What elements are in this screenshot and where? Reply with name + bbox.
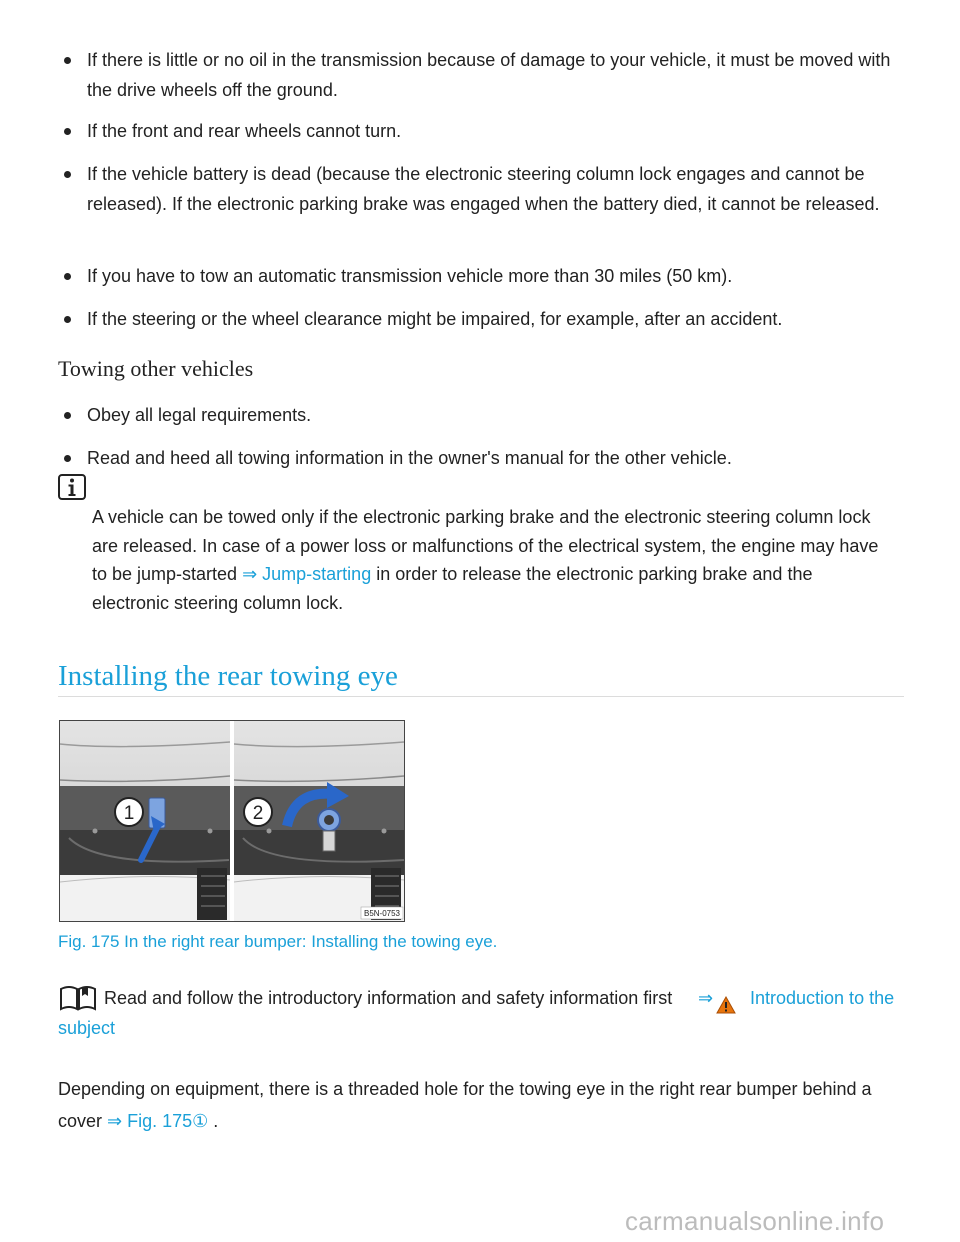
list-item: If there is little or no oil in the transmission because of damage to your vehicle, it must be moved with the drive wheels off the ground.: [87, 45, 907, 105]
paragraph-text: Depending on equipment, there is a threaded hole for the towing eye in the right rear bumper behind a cover: [58, 1079, 872, 1131]
read-first-text: Read and follow the introductory information and safety information first: [104, 988, 673, 1008]
list-item: Obey all legal requirements.: [87, 400, 907, 430]
svg-text:2: 2: [252, 803, 264, 824]
figure-panel-1: [60, 721, 230, 921]
info-note: [92, 503, 882, 617]
figure-175-link[interactable]: ⇒ Fig. 175①: [107, 1111, 209, 1131]
figure-panel-2: [234, 721, 404, 921]
warning-icon: [716, 996, 736, 1014]
subheading-towing-other-vehicles: Towing other vehicles: [58, 356, 254, 381]
introduction-link[interactable]: Introduction to the: [750, 988, 895, 1008]
note-text: A vehicle can be towed only if the electronic parking brake and the electronic steering column lock are released. In case of a power loss or malfunctions of the electrical system, the engine may have to be jump-started: [92, 507, 879, 584]
watermark: carmanualsonline.info: [625, 1206, 885, 1236]
figure-code: B5N-0753: [363, 909, 401, 918]
info-icon: [58, 474, 86, 500]
list-item: If the front and rear wheels cannot turn.: [87, 116, 907, 146]
svg-text:1: 1: [123, 803, 135, 824]
list-item: If the steering or the wheel clearance might be impaired, for example, after an accident.: [87, 304, 907, 334]
section-title: Installing the rear towing eye: [58, 660, 398, 692]
list-item: If the vehicle battery is dead (because the electronic steering column lock engages and cannot be released). If the electronic parking brake was engaged when the battery died, it cannot be released.: [87, 159, 907, 219]
read-first-arrow[interactable]: ⇒: [698, 988, 714, 1008]
note-text: in order to release the electronic parking brake and the electronic steering column lock.: [92, 564, 813, 613]
list-item: If you have to tow an automatic transmission vehicle more than 30 miles (50 km).: [87, 261, 907, 291]
paragraph-threaded-hole: [58, 1073, 908, 1137]
list-item: Read and heed all towing information in the owner's manual for the other vehicle.: [87, 443, 907, 473]
book-icon: [58, 984, 98, 1012]
figure-caption: Fig. 175 In the right rear bumper: Installing the towing eye.: [58, 932, 498, 951]
paragraph-end: .: [208, 1111, 219, 1131]
divider: [58, 696, 904, 697]
introduction-link-continued[interactable]: subject: [58, 1018, 116, 1038]
figure-towing-eye-illustration: [59, 720, 405, 922]
jump-starting-link[interactable]: ⇒ Jump-starting: [242, 564, 372, 584]
